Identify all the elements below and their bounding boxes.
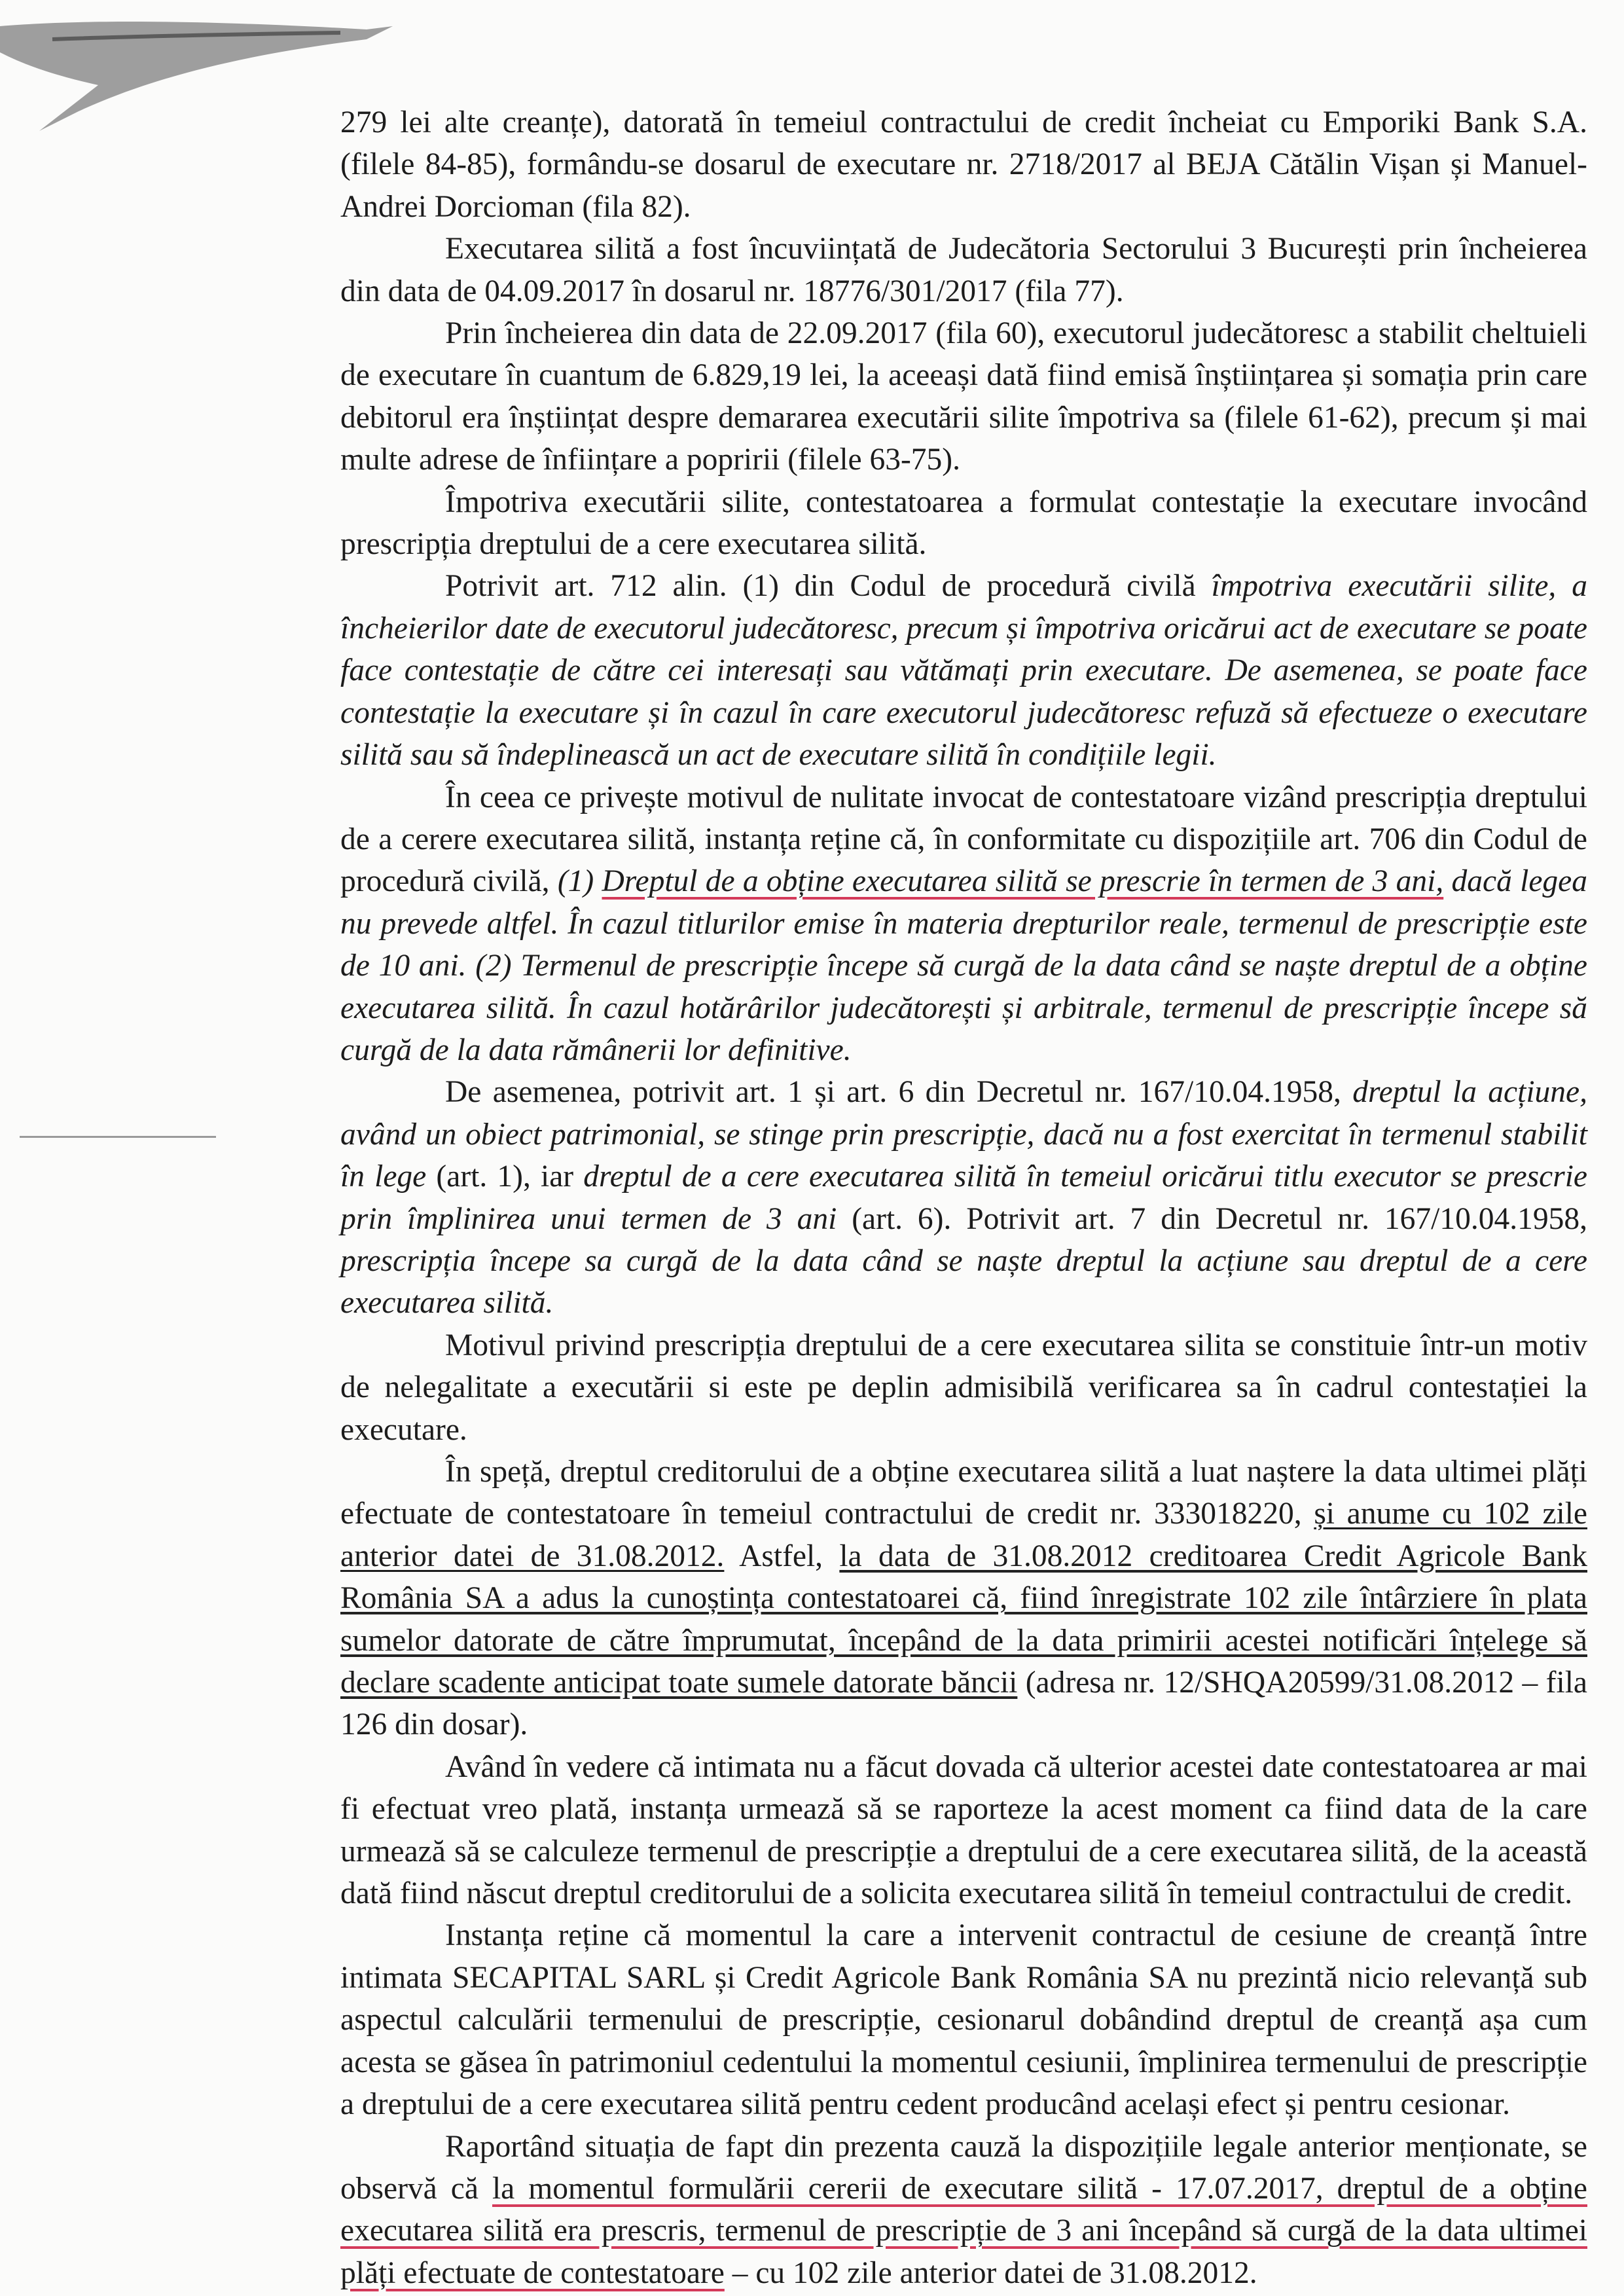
- paragraph: [340, 312, 1587, 481]
- text-segment: prescripția începe sa curgă de la data când se naște dreptul la acțiune sau dreptul de a cere executarea silită.: [340, 1243, 1587, 1321]
- text-segment: (adresa nr. 12/SHQA20599/31.08.2012 – fila 126 din dosar).: [340, 1666, 1587, 1742]
- text-segment: dacă legea nu prevede altfel. În cazul titlurilor emise în materia drepturilor reale, termenul de prescripție este de 10 ani. (2) Termenul de prescripție începe să curgă de la data când se naște dreptul de a obține executarea silită. În cazul hotărârilor judecătorești și arbitrale, termenul de prescripție începe să curgă de la data rămânerii lor definitive.: [340, 864, 1587, 1067]
- text-segment: Prin încheierea din data de 22.09.2017 (fila 60), executorul judecătoresc a stabilit cheltuieli de executare în cuantum de 6.829,19 lei, la aceeași dată fiind emisă înștiințarea și somația prin care debitorul era înștiințat despre demararea executării silite împotriva sa (filele 61-62), precum și mai multe adrese de înființare a popririi (filele 63-75).: [340, 316, 1587, 477]
- paragraph: [340, 1451, 1587, 1746]
- text-segment: În speță, dreptul creditorului de a obține executarea silită a luat naștere la data ultimei plăți efectuate de contestatoare în temeiul contractului de credit nr. 333018220,: [340, 1455, 1587, 1531]
- paragraph: [340, 565, 1587, 776]
- paragraph: [340, 481, 1587, 566]
- text-segment: 279 lei alte creanțe), datorată în temeiul contractului de credit încheiat cu Emporiki Bank S.A. (filele 84-85), formându-se dosarul de executare nr. 2718/2017 al BEJA Cătălin Vișan și Manuel-Andrei Dorcioman (fila 82).: [340, 105, 1587, 224]
- text-segment: Dreptul de a obține executarea silită se prescrie în termen de 3 ani,: [602, 864, 1444, 899]
- text-segment: Instanța reține că momentul la care a intervenit contractul de cesiune de creanță între intimata SECAPITAL SARL și Credit Agricole Bank România SA nu prezintă nicio relevanță sub aspectul calculării termenului de prescripție, cesionarul dobândind dreptul de creanță așa cum acesta se găsea în patrimoniul cedentului la momentul cesiunii, împlinirea termenului de prescripție a dreptului de a cere executarea silită pentru cedent producând același efect și pentru cesionar.: [340, 1918, 1587, 2122]
- text-segment: Împotriva executării silite, contestatoarea a formulat contestație la executare invocând prescripția dreptului de a cere executarea silită.: [340, 484, 1587, 562]
- paragraph: [340, 1746, 1587, 1915]
- text-segment: împotriva executării silite, a încheierilor date de executorul judecătoresc, precum și împotriva oricărui act de executare se poate face contestație de către cei interesați sau vătămați prin executare. De asemenea, se poate face contestație la executare și în cazul în care executorul judecătoresc refuză să efectueze o executare silită sau să îndeplinească un act de executare silită în condițiile legii.: [340, 569, 1587, 773]
- text-segment: Astfel,: [724, 1539, 840, 1573]
- paragraph: [340, 1071, 1587, 1324]
- text-segment: la data de 31.08.2012 creditoarea Credit Agricole Bank România SA a adus la cunoștința contestatoarei că, fiind înregistrate 102 zile întârziere în plata sumelor datorate de către împrumutat, începând de la data primirii acestei notificări înțelege să declare scadente anticipat toate sumele datorate băncii: [340, 1539, 1587, 1700]
- text-segment: Executarea silită a fost încuviințată de Judecătoria Sectorului 3 București prin încheierea din data de 04.09.2017 în dosarul nr. 18776/301/2017 (fila 77).: [340, 232, 1587, 308]
- paragraph: [340, 1324, 1587, 1451]
- text-segment: dreptul de a cere executarea silită în temeiul oricărui titlu executor se prescrie prin împlinirea unui termen de 3 ani: [340, 1159, 1587, 1236]
- text-segment: dreptul la acțiune, având un obiect patrimonial, se stinge prin prescripție, dacă nu a fost exercitat în termenul stabilit în lege: [340, 1075, 1587, 1194]
- paragraph: [340, 2126, 1587, 2295]
- text-segment: (art. 1), iar: [426, 1159, 584, 1194]
- margin-scan-line: [20, 1136, 216, 1138]
- text-segment: Motivul privind prescripția dreptului de a cere executarea silita se constituie într-un motiv de nelegalitate a executării si este pe deplin admisibilă verificarea sa în cadrul contestației la executare.: [340, 1328, 1587, 1447]
- text-segment: (1): [557, 864, 602, 899]
- text-segment: la momentul formulării cererii de executare silită - 17.07.2017, dreptul de a obține executarea silită era prescris, termenul de prescripție de 3 ani începând să curgă de la data ultimei plăți efectuate de contestatoare: [340, 2171, 1587, 2290]
- text-segment: Având în vedere că intimata nu a făcut dovada că ulterior acestei date contestatoarea ar mai fi efectuat vreo plată, instanța urmează să se raporteze la acest moment ca fiind data de la care urmează să se calculeze termenul de prescripție a dreptului de a cere executarea silită, de la această dată fiind născut dreptul creditorului de a solicita executarea silită în temeiul contractului de credit.: [340, 1749, 1587, 1911]
- text-segment: În ceea ce privește motivul de nulitate invocat de contestatoare vizând prescripția dreptului de a cerere executarea silită, instanța reține că, în conformitate cu dispozițiile art. 706 din Codul de procedură civilă,: [340, 780, 1587, 899]
- paragraph: [340, 776, 1587, 1072]
- text-segment: și anume cu 102 zile anterior datei de 31.08.2012.: [340, 1497, 1587, 1573]
- text-segment: (art. 6). Potrivit art. 7 din Decretul nr. 167/10.04.1958,: [837, 1201, 1587, 1236]
- paragraph: [340, 228, 1587, 312]
- text-segment: Raportând situația de fapt din prezenta cauză la dispozițiile legale anterior menționate, se observă că: [340, 2129, 1587, 2206]
- document-body: [340, 101, 1587, 2294]
- paragraph: [340, 101, 1587, 228]
- text-segment: Potrivit art. 712 alin. (1) din Codul de procedură civilă: [445, 569, 1212, 604]
- text-segment: – cu 102 zile anterior datei de 31.08.2012.: [724, 2255, 1257, 2290]
- text-segment: De asemenea, potrivit art. 1 și art. 6 din Decretul nr. 167/10.04.1958,: [445, 1075, 1353, 1110]
- paragraph: [340, 1914, 1587, 2125]
